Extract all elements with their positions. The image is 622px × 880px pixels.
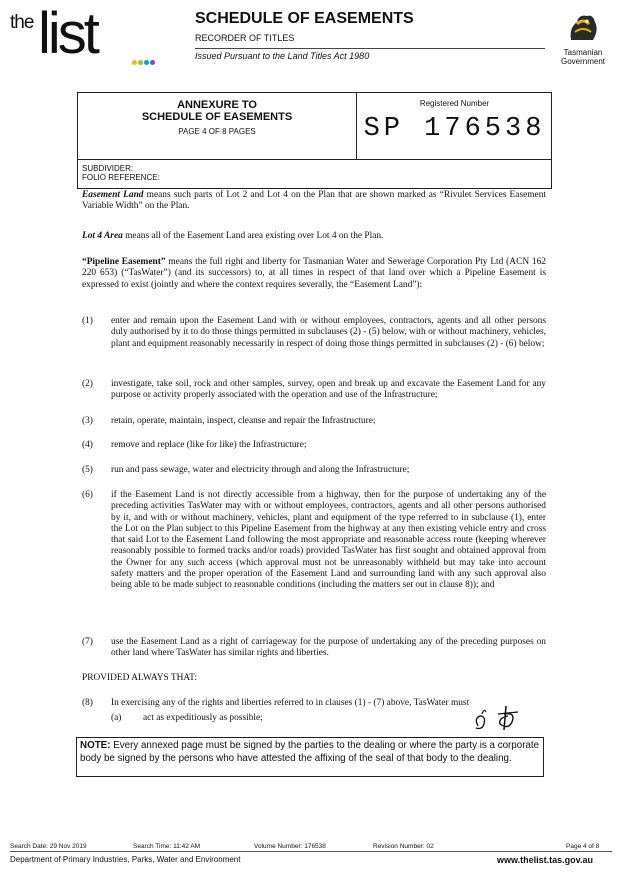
definition-easement-land <box>82 190 546 213</box>
clause-number: (8) <box>82 698 93 708</box>
note-box <box>76 737 544 777</box>
page-count: PAGE 4 OF 8 PAGES <box>178 127 256 136</box>
act-reference: Issued Pursuant to the Land Titles Act 1980 <box>195 51 370 61</box>
clause-number: (2) <box>82 379 93 389</box>
logo-dots <box>132 52 156 70</box>
clause-text: remove and replace (like for like) the Infrastructure; <box>111 440 307 450</box>
tasmanian-lion-crest-icon <box>563 10 603 46</box>
clause-number: (3) <box>82 416 93 426</box>
gov-line2: Government <box>560 57 606 66</box>
clause-number: (6) <box>82 490 93 500</box>
annexure-title-cell <box>78 93 356 159</box>
definition-text: means the full right and liberty for Tasmanian Water and Sewerage Corporation Pty Ltd (ACN 162 220 653) (“TasWater”) (and its successors) to, at all times in respect of that land over which a Pipeline Easement is expressed to exist (jointly and where the context requires severally, the “Easement Land”): <box>82 257 546 290</box>
handwritten-initials-signature <box>472 700 522 734</box>
logo-list-text: list <box>38 1 97 66</box>
note-label: NOTE: <box>80 740 111 751</box>
annexure-title-line1: ANNEXURE TO <box>177 99 257 111</box>
tasmanian-government-logo <box>548 10 618 66</box>
definition-lot-4-area <box>82 231 546 242</box>
clause-text: retain, operate, maintain, inspect, cleanse and repair the Infrastructure; <box>111 416 376 426</box>
clause-text: run and pass sewage, water and electricity through and along the Infrastructure; <box>111 465 410 475</box>
revision-number: Revision Number: 02 <box>373 843 434 850</box>
registered-number-cell <box>356 93 552 159</box>
clause-text: investigate, take soil, rock and other samples, survey, open and break up and excavate the Easement Land for any purpose or activity properly associated with the operation and use of the Infrastructure; <box>111 379 546 401</box>
logo-the-text: the <box>10 12 34 33</box>
document-title: SCHEDULE OF EASEMENTS <box>195 10 414 27</box>
provided-always-heading: PROVIDED ALWAYS THAT: <box>82 673 197 683</box>
logo-dot <box>132 60 137 65</box>
subdivider-label: SUBDIVIDER: <box>82 164 134 173</box>
definition-pipeline-easement <box>82 257 546 291</box>
definition-text: means all of the Easement Land area existing over Lot 4 on the Plan. <box>122 231 384 241</box>
gov-line1: Tasmanian <box>563 48 603 57</box>
document-subtitle: RECORDER OF TITLES <box>195 33 295 43</box>
footer-divider <box>10 851 612 852</box>
folio-reference-label: FOLIO REFERENCE: <box>82 173 160 182</box>
term: “Pipeline Easement” <box>82 257 166 267</box>
clause-number: (7) <box>82 637 93 647</box>
logo-dot <box>144 60 149 65</box>
registered-number-label: Registered Number <box>419 99 490 108</box>
clause-text: if the Easement Land is not directly accessible from a highway, then for the purpose of undertaking any of the preceding activities TasWater may with or without employees, contractors, agents and all other persons authorised by it, and with or without machinery, vehicles, plant and equipment of the type referred to in subclause (1), enter the Lot on the Plan subject to this Pipeline Easement from the highway at any then existing vehicle entry and cross that said Lot to the Easement Land following the most appropriate and reasonable access route (keeping wherever reasonably possible to formed tracks and/or roads) provided TasWater has first sought and obtained approval from the Owner for any such access (which approval must not be unreasonably withheld but may take into account safety matters and the proper operation of the Easement Land and surrounding land with any such approval also being able to be made subject to reasonable conditions (including the matters set out in clause 8)); and <box>111 490 546 591</box>
clause-number: (4) <box>82 440 93 450</box>
department-name: Department of Primary Industries, Parks, Water and Environment <box>10 855 241 864</box>
clause-text: enter and remain upon the Easement Land with or without employees, contractors, agents and all other persons duly authorised by it to do those things permitted in subclauses (2) - (5) below, with or without machinery, vehicles, plant and equipment reasonably necessarily in respect of doing those things permitted in subclauses (2) - (6) below; <box>111 316 546 349</box>
clause-number: (1) <box>82 316 93 326</box>
clause-number: (5) <box>82 465 93 475</box>
definition-text: means such parts of Lot 2 and Lot 4 on the Plan that are shown marked as “Rivulet Services Easement Variable Width” on the Plan. <box>82 190 547 212</box>
term: Easement Land <box>82 190 144 200</box>
registered-number: SP 176538 <box>363 114 546 144</box>
annexure-box <box>77 92 552 160</box>
logo-dot <box>150 60 155 65</box>
subclause-number: (a) <box>111 713 122 723</box>
logo-dot <box>138 60 143 65</box>
clause-text: use the Easement Land as a right of carriageway for the purpose of undertaking any of the preceding purposes on other land where TasWater has similar rights and liberties. <box>111 637 546 659</box>
thelist-logo <box>6 1 156 68</box>
annexure-title-line2: SCHEDULE OF EASEMENTS <box>141 111 293 123</box>
volume-number: Volume Number: 176538 <box>254 843 326 850</box>
clause-text: In exercising any of the rights and liberties referred to in clauses (1) - (7) above, TasWater must <box>111 698 470 708</box>
subdivider-box <box>77 158 552 189</box>
note-text: Every annexed page must be signed by the parties to the dealing or where the party is a corporate body be signed by the persons who have attested the affixing of the seal of that body to the dealing. <box>80 740 540 764</box>
header-divider <box>195 48 545 49</box>
search-date: Search Date: 29 Nov 2019 <box>10 843 87 850</box>
search-time: Search Time: 11:42 AM <box>133 843 201 850</box>
subclause-text: act as expeditiously as possible; <box>143 713 263 723</box>
website-link[interactable]: www.thelist.tas.gov.au <box>497 855 594 865</box>
term: Lot 4 Area <box>82 231 123 241</box>
page-number: Page 4 of 8 <box>566 843 600 850</box>
